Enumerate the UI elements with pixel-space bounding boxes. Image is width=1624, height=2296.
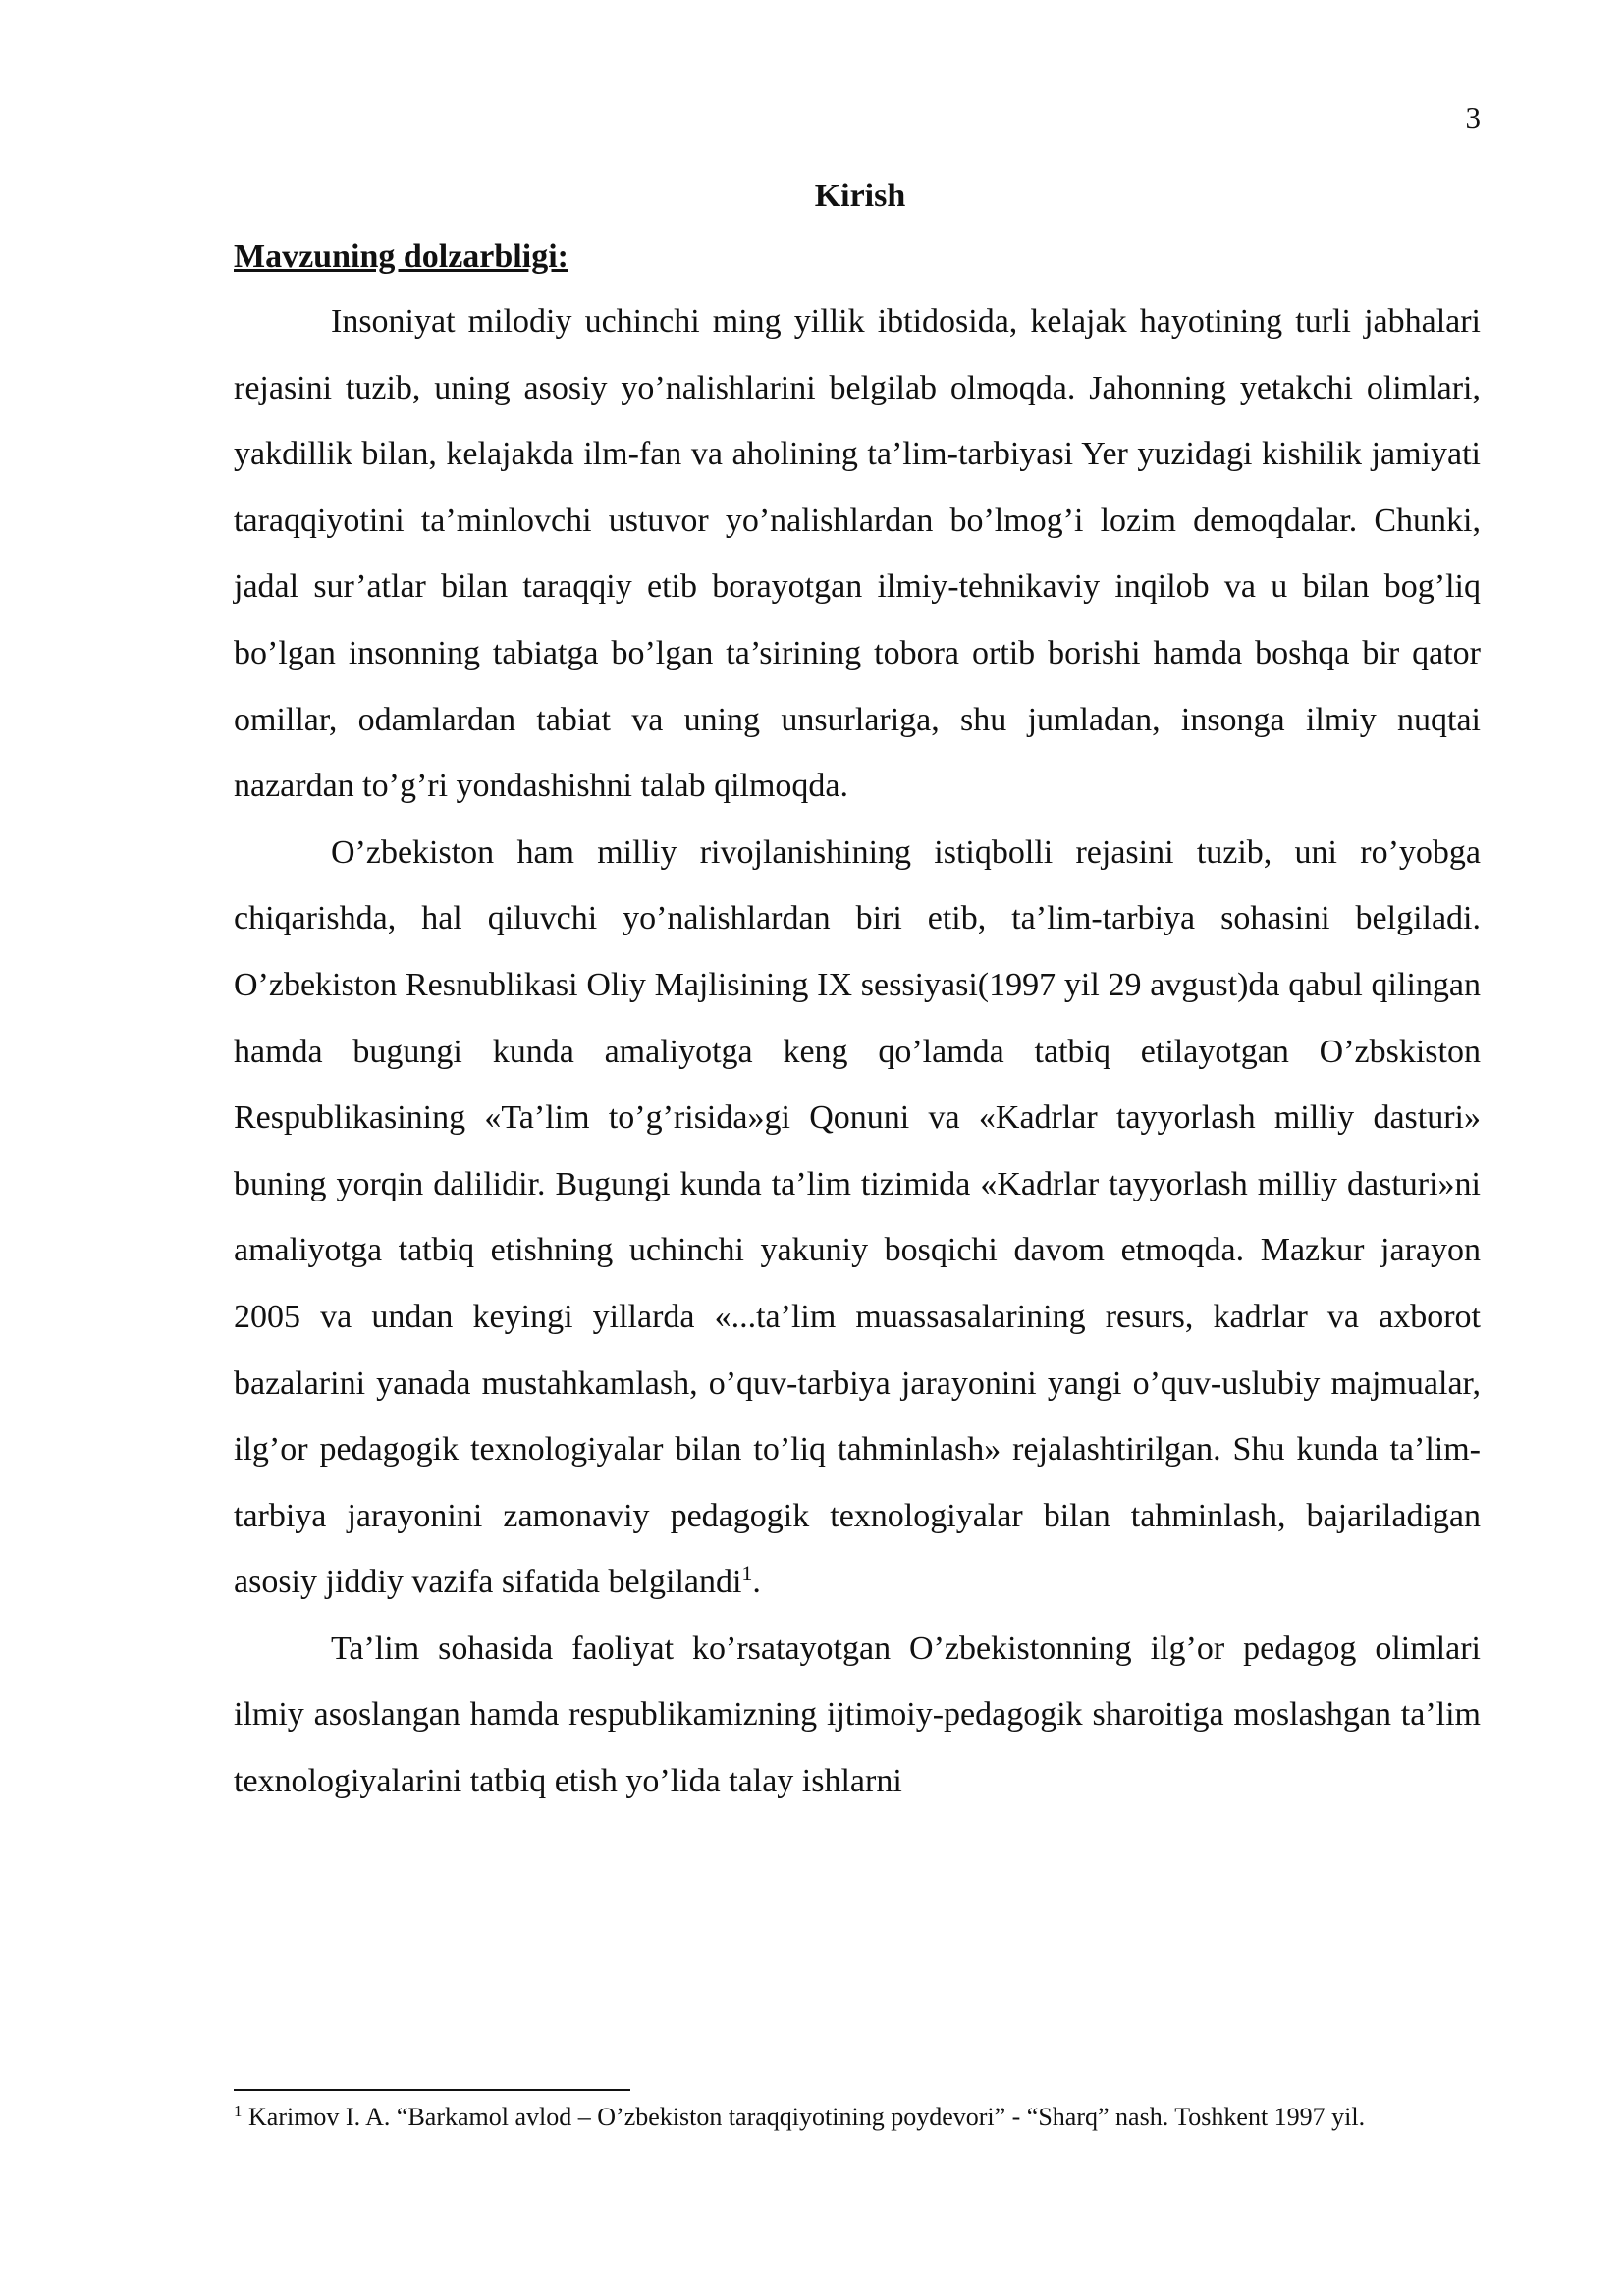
paragraph-1-text: Insoniyat milodiy uchinchi ming yillik ibtidosida, kelajak hayotining turli jabhalari rejasini tuzib, uning asosiy yo’nalishlarini belgilab olmoqda. Jahonning yetakchi olimlari, yakdillik bilan, kelajakda ilm-fan va aholining ta’lim-tarbiyasi Yer yuzidagi kishilik jamiyati taraqqiyotini ta’minlovchi ustuvor yo’nalishlardan bo’lmog’i lozim demoqdalar. Chunki, jadal sur’atlar bilan taraqqiy etib borayotgan ilmiy-tehnikaviy inqilob va u bilan bog’liq bo’lgan insonning tabiatga bo’lgan ta’sirining tobora ortib borishi hamda boshqa bir qator omillar, odamlardan tabiat va uning unsurlariga, shu jumladan, insonga ilmiy nuqtai nazardan to’g’ri yondashishni talab qilmoqda.	[234, 303, 1481, 805]
page-title: Kirish	[814, 178, 906, 214]
footnote-text: Karimov I. A. “Barkamol avlod – O’zbekiston taraqqiyotining poydevori” - “Sharq” nash. Toshkent 1997 yil.	[242, 2103, 1366, 2131]
paragraph-2-text: O’zbekiston ham milliy rivojlanishining istiqbolli rejasini tuzib, uni ro’yobga chiqarishda, hal qiluvchi yo’nalishlardan biri etib, ta’lim-tarbiya sohasini belgiladi. O’zbekiston Resnublikasi Oliy Majlisining IX sessiyasi(1997 yil 29 avgust)da qabul qilingan hamda bugungi kunda amaliyotga keng qo’lamda tatbiq etilayotgan O’zbskiston Respublikasining «Ta’lim to’g’risida»gi Qonuni va «Kadrlar tayyorlash milliy dasturi» buning yorqin dalilidir. Bugungi kunda ta’lim tizimida «Kadrlar tayyorlash milliy dasturi»ni amaliyotga tatbiq etishning uchinchi yakuniy bosqichi davom etmoqda. Mazkur jarayon 2005 va undan keyingi yillarda «...ta’lim muassasalarining resurs, kadrlar va axborot bazalarini yanada mustahkamlash, o’quv-tarbiya jarayonini yangi o’quv-uslubiy majmualar, ilg’or pedagogik texnologiyalar bilan to’liq tahminlash» rejalashtirilgan. Shu kunda ta’lim-tarbiya jarayonini zamonaviy pedagogik texnologiyalar bilan tahminlash, bajariladigan asosiy jiddiy vazifa sifatida belgilandi	[234, 833, 1481, 1601]
document-body	[234, 167, 1481, 1815]
paragraph-3-text: Ta’lim sohasida faoliyat ko’rsatayotgan O’zbekistonning ilg’or pedagog olimlari ilmiy asoslangan hamda respublikamizning ijtimoiy-pedagogik sharoitiga moslashgan ta’lim texnologiyalarini tatbiq etish yo’lida talay ishlarni	[234, 1629, 1481, 1800]
footnote-marker: 1	[234, 2102, 243, 2120]
page-number: 3	[1465, 100, 1481, 134]
paragraph-2	[234, 820, 1481, 1616]
footnote-reference[interactable]: 1	[741, 1561, 753, 1586]
footnote-separator	[234, 2089, 630, 2091]
paragraph-1	[234, 289, 1481, 820]
paragraph-2-end: .	[752, 1564, 761, 1601]
footnote	[234, 2101, 1510, 2134]
paragraph-3	[234, 1616, 1481, 1815]
section-heading: Mavzuning dolzarbligi:	[234, 239, 568, 275]
